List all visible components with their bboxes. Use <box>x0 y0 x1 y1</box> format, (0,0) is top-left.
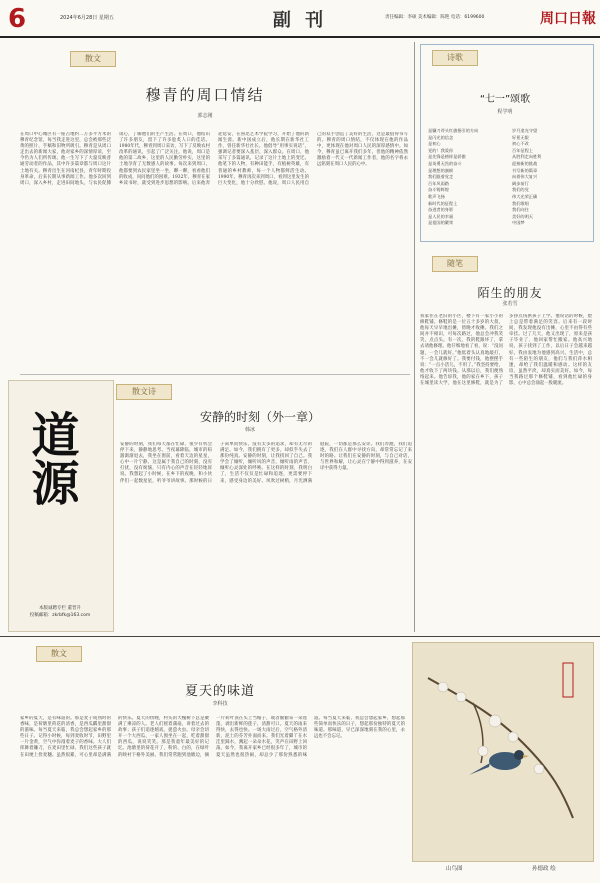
header-editors: 责任编辑：李硕 美术编辑：陈艳 电话：6199600 <box>385 15 485 20</box>
article4-byline: 李科技 <box>212 701 228 707</box>
poem-line: 是先锋是榜样是骄傲 <box>428 154 466 160</box>
poem-line: 是理想的旗帜 <box>428 167 454 173</box>
poem-line: 岁月追光守望 <box>512 128 538 133</box>
calligraphy-caption-line2: 投稿邮箱：zkrbfk@163.com <box>29 613 91 618</box>
poem-line: 中国梦 <box>512 220 525 226</box>
painting-svg <box>413 643 593 861</box>
calligraphy-art: 道源 <box>23 410 79 506</box>
poem-line: 伟大光荣正确 <box>512 193 538 199</box>
painting-title: 山鸟图 <box>446 866 463 872</box>
article1-byline: 郭志刚 <box>197 113 213 119</box>
poem-line: 迎接新的挑战 <box>512 160 538 166</box>
poem-line: 党的！我爱你 <box>428 147 454 153</box>
poem-line: 向着伟大复兴 <box>512 174 538 180</box>
header-rule <box>0 36 600 38</box>
poem-byline: 程学明 <box>497 109 513 115</box>
poem-line: 奋进者的身影 <box>428 207 454 213</box>
poem-line: 我们歌唱 <box>512 200 529 206</box>
article2-title: 陌生的朋友 <box>477 286 543 300</box>
page-number: 6 <box>8 4 27 34</box>
calligraphy-caption <box>10 605 110 619</box>
article2-byline: 张若雪 <box>502 301 518 307</box>
poem-line: 百年征程上 <box>512 147 533 153</box>
poem-right-column <box>512 128 588 234</box>
header-date: 2024年6月28日 星期五 <box>60 15 114 21</box>
article4-body: 家乡的夏天，是有味道的。那是麦子成熟时的香味，是荷塘里荷花的清香，是西瓜瓤里甜甜的滋味。每当夏天来临，我总会想起家乡的那些日子。记得小时候，每到麦收时节，田野里一片金黄，空气中弥漫着麦子的香味。大人们挥舞着镰刀，在麦田里忙碌，我们这些孩子就在田埂上捡麦穗。虽然很累，可心里却是满满的快乐。夏天的傍晚，村头的大槐树下总是聚满了乘凉的人。老人们摇着蒲扇，讲着过去的故事；孩子们追逐嬉戏，捉萤火虫。母亲会切开一个大西瓜，一家人围坐在一起，吃着甜甜的西瓜，说说笑笑。那是我童年最美好的记忆。池塘里的荷花开了，粉的、白的，在绿叶的映衬下格外美丽。我们常常跑到池塘边，摘一片荷叶顶在头上当帽子，或者偷偷采一朵莲蓬，剥出新鲜的莲子，清甜可口。夏天的雨来得快，去得也快。一场大雨过后，空气格外清新，泥土的芬芳扑面而来。我们光着脚丫在水洼里踩水，溅起一朵朵水花，笑声在田野上回荡。如今，我离开家乡已经很多年了，城市的夏天虽然也很热闹，却总少了那份熟悉的味道。每当夏天来临，我总会想起家乡，想起那些简单而快乐的日子，想起那份独特的夏天的味道。那味道，早已深深地刻在我的心里，永远也不会忘记。 <box>20 716 405 758</box>
poem-line: 阔步前行 <box>512 180 529 186</box>
tag-essay-3: 散文 <box>36 646 82 662</box>
section-name: 副 刊 <box>272 10 328 31</box>
painting <box>412 642 594 862</box>
poem-line: 是闪光的信念 <box>428 134 454 140</box>
poem-left-column <box>428 128 508 234</box>
poem-line: 歌声飞扬 <box>428 193 445 199</box>
page-header <box>0 0 600 38</box>
article4-title: 夏天的味道 <box>184 684 255 699</box>
poem-line: 我们跟着党走 <box>428 174 454 180</box>
article3-body: 安静的时刻，我们每天都在忙碌，很少有机会停下来，静静地思考。当夜幕降临，城市的喧嚣渐渐退去，我坐在窗前，看着天边的星星，心中一片宁静。这是属于我自己的时刻，没有打扰，没有烦恼，只有内心的声音在轻轻地诉说。我想起了小时候，在乡下的夜晚，和小伙伴们一起数星星，听爷爷讲故事。那时候的日子简单而快乐，没有太多的追求，却有无尽的满足。如今，我们拥有了更多，却似乎失去了那份纯真。安静的时刻，让我找回了自己。我学会了倾听，倾听风的声音，倾听雨的声音，倾听心灵深处的呼唤。在这样的时刻，我明白了，生活不仅仅是忙碌和追逐，更需要停下来，感受身边的美好。风吹过树梢，月光洒满庭院，一切都是那么安详。我们奔跑，我们追逐，我们在人群中寻找方向，却常常忘记了来时的路。让我们在安静的时刻，与自己对话，与世界和解，让心灵在宁静中得到滋养，在安详中获得力量。 <box>120 442 412 484</box>
poem-line: 是初心 <box>428 141 441 147</box>
rule-bottom <box>0 636 600 637</box>
paper-logo: 周口日報 <box>540 11 596 27</box>
poem-line: 百年风雨路 <box>428 180 449 186</box>
article3-title: 安静的时刻（外一章） <box>199 410 320 424</box>
poem-line: 是英勇无畏的奋斗 <box>428 160 462 166</box>
divider-vertical <box>414 42 415 632</box>
poem-line: 美好的明天 <box>512 213 533 219</box>
poem-line: 好景无限 <box>512 134 529 140</box>
poem-line: 我们的党 <box>512 187 529 193</box>
poem-line: 是镰刀斧头红旗指引的方向 <box>428 128 479 133</box>
tag-essay-2: 随笔 <box>432 256 478 272</box>
poem-line: 我们向往 <box>512 207 529 213</box>
poem-line: 奋斗铸辉煌 <box>428 187 449 193</box>
article1-title: 穆青的周口情结 <box>145 86 265 104</box>
poem-line: 从胜利走向胜利 <box>512 154 542 160</box>
poem-line: 是人民的幸福 <box>428 213 454 219</box>
tag-poetry: 诗歌 <box>432 50 478 66</box>
calligraphy-caption-line1: 本版诚聘专栏 董晋升 <box>39 606 81 611</box>
tag-prose-poem: 散文诗 <box>116 384 172 400</box>
article2-body: 我家住在老旧的小区，楼下有一家小小的修鞋铺。修鞋的是一位五十多岁的大叔，他每天早早地出摊，傍晚才收摊。我们之间并不相识，可每次路过，他总会冲我笑笑，点点头。有一次，我的鞋跟坏了，拿去请他修理。他仔细地看了看，说：“没问题，一会儿就好。”他低着头认真地敲打，不一会儿就修好了。我要付钱，他摆摆手说：“一点小活儿，不用了。”我坚持要给，他才收下了两块钱。从那以后，我们便熟络起来。他告诉我，他的家在乡下，孩子在城里读大学，他在这里修鞋，就是为了多挣点钱供孩子上学。他说话的时候，脸上总是带着满足的笑容。后来有一段时间，我发现他没有出摊，心里不由得有些牵挂。过了几天，他又出现了，原来是孩子毕业了，他回家帮忙搬家。他高兴地说，孩子找到了工作，以后日子会越来越好。我由衷地为他感到高兴。生活中，总有一些陌生的朋友，他们与我们萍水相逢，却给了我们温暖和感动。这样的友谊，虽然平淡，却真实而美好。如今，每当我路过那个修鞋铺，看到他忙碌的身影，心中总会涌起一股暖流。 <box>420 314 592 387</box>
poem-line: 新时代的征程上 <box>428 200 458 206</box>
article3-byline: 韩冰 <box>244 427 255 433</box>
poem-title: “七一”颂歌 <box>479 94 531 105</box>
article1-body: 在周口中心城区有一座占地约二万多平方米的穆青纪念馆，每当我走进这里，总会被那些泛黄的照片、手稿和旧物所吸引。穆青是从周口走出去的新闻大家，他对家乡的深情厚谊，至今仍为人们所传颂。他一生写下了大量反映普通劳动者的作品，其中许多篇章都与周口这片土地有关。穆青出生在河南杞县，青年时期投身革命，后来长期从事新闻工作。他多次回到周口，深入乡村，走进田间地头，与农民促膝谈心，了解他们的生产生活。在周口，他结识了许多朋友，留下了许多脍炙人口的佳话。1980年代，穆青到周口采访，写下了反映农村改革的通讯，引起了广泛关注。他说，周口是他的第二故乡，这里的人民勤劳朴实，这里的土地孕育了无数感人的故事。每次来到周口，他都要到农民家里坐一坐，聊一聊，看看他们的收成，问问他们的困难。1932年，穆青在家乡读书时，就受到进步思想的影响。后来他奔赴延安，在鲁迅艺术学院学习，开始了他的新闻生涯。新中国成立后，他长期在新华社工作，曾任新华社社长。他倡导“用事实说话”，强调记者要深入基层、深入群众。在周口，他采写了多篇通讯，记录了这片土地上的变迁。他笔下的人物，有种田能手，有植树英雄，有普通的乡村教师，每一个人物都鲜活生动。1990年，穆青再次来到周口，看到这里发生的巨大变化，他十分欣慰。他说，周口人民用自己的双手创造了美好的生活，这是最值得书写的。穆青的周口情结，不仅体现在他的作品中，更体现在他对周口人民的深厚感情中。如今，穆青虽已离开我们多年，但他的精神依然激励着一代又一代新闻工作者，他的名字将永远铭刻在周口人民的心中。 <box>20 132 408 186</box>
poem-line: 书写新的篇章 <box>512 167 538 173</box>
painting-artist: 孙德政 绘 <box>532 866 556 872</box>
poem-line: 初心不改 <box>512 141 529 147</box>
rule-mid <box>20 374 410 375</box>
poem-line: 是祖国的繁荣 <box>428 220 454 226</box>
tag-essay-1: 散文 <box>70 51 116 67</box>
